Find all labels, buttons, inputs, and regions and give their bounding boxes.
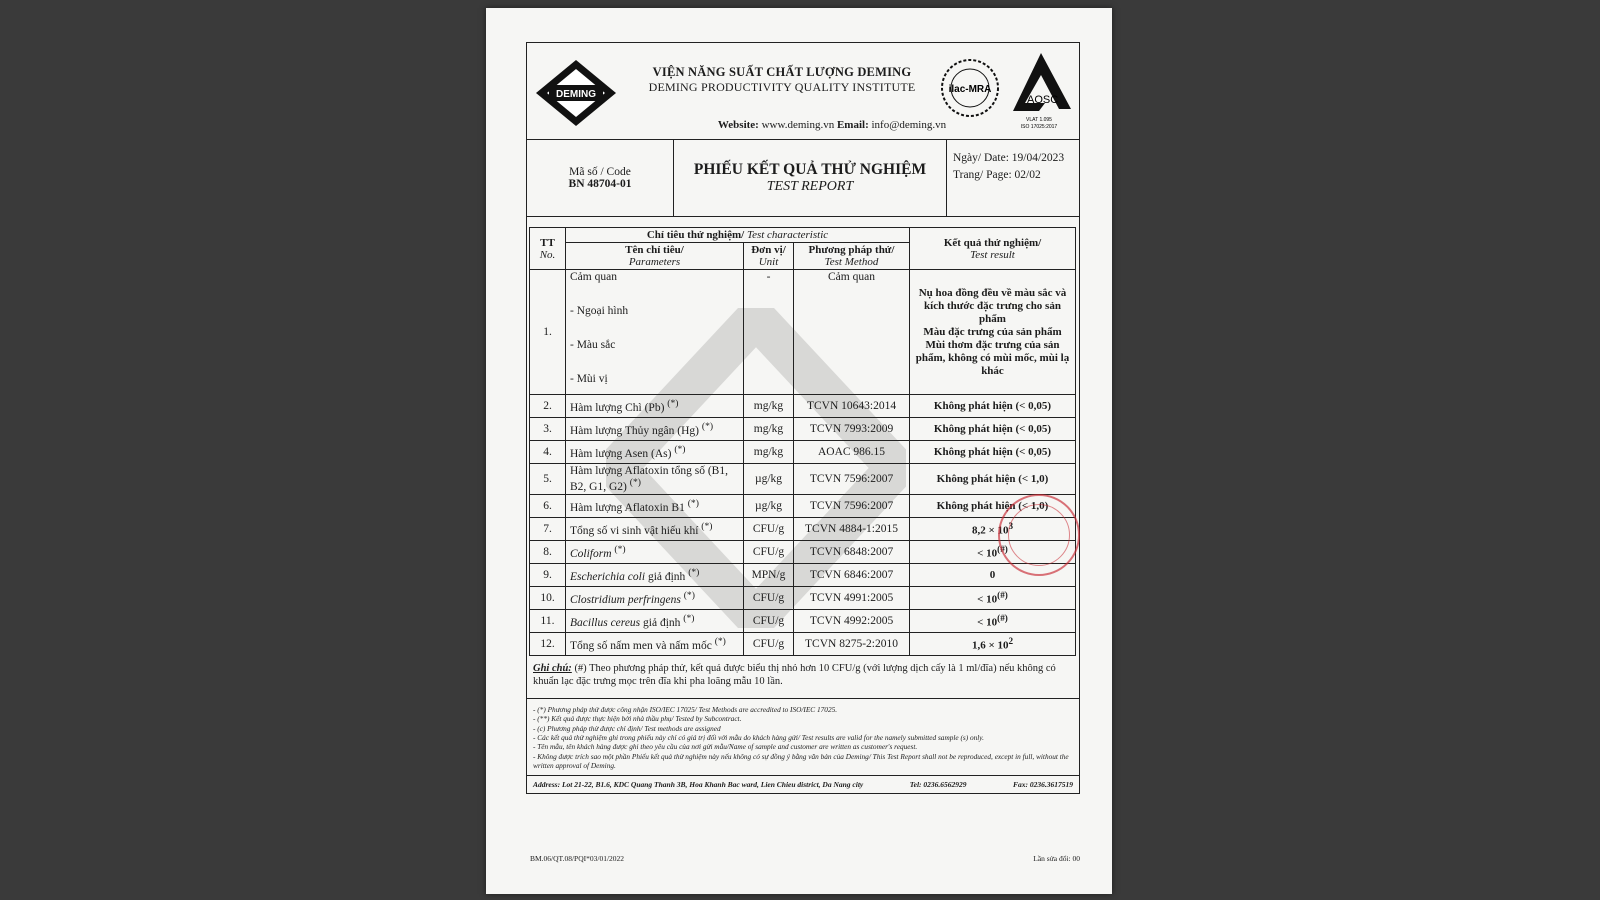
- result-text: 1,6 × 10: [971, 639, 1009, 652]
- accredited-mark: (*): [674, 444, 686, 456]
- accredited-mark: (*): [667, 398, 679, 410]
- row-unit: -: [744, 270, 794, 395]
- result-text: 8,2 × 10: [971, 524, 1009, 537]
- result-sup: 3: [1008, 521, 1014, 531]
- contact-line: [637, 119, 1027, 131]
- param-text: Hàm lượng Asen (As): [570, 447, 672, 460]
- row-method: TCVN 10643:2014: [794, 395, 910, 418]
- result-text: 0: [989, 568, 996, 581]
- sense-item: - Ngoại hình: [570, 305, 629, 317]
- row-param: Escherichia coli giả định (*): [566, 563, 744, 586]
- table-header-row: [530, 228, 1076, 243]
- institute-name-en: DEMING PRODUCTIVITY QUALITY INSTITUTE: [648, 80, 916, 94]
- result-text: Không phát hiện (< 0,05): [933, 446, 1052, 458]
- table-row: [530, 586, 1076, 609]
- result-line: Nụ hoa đồng đều về màu sắc và kích thước đặc trưng cho sản phẩm: [918, 286, 1067, 325]
- param-text: Hàm lượng Chì (Pb): [570, 401, 665, 414]
- row-result: [910, 632, 1076, 655]
- row-method: TCVN 6848:2007: [794, 540, 910, 563]
- row-param: [566, 464, 744, 495]
- row-method: TCVN 7596:2007: [794, 464, 910, 495]
- row-unit: mg/kg: [744, 441, 794, 464]
- param-text: Tổng số nấm men và nấm mốc: [570, 639, 712, 652]
- row-param: [566, 418, 744, 441]
- ilac-mra-logo: [939, 57, 1001, 119]
- row-unit: CFU/g: [744, 586, 794, 609]
- revision: Lần sửa đổi: 00: [1033, 854, 1080, 863]
- table-row: [530, 563, 1076, 586]
- legal-line: - Các kết quả thử nghiệm ghi trong phiếu này chỉ có giá trị đối với mẫu do khách hàng gửi/ Test results are valid for the namely submitted sample (s) only.: [533, 733, 984, 743]
- code-label: Mã số / Code: [569, 166, 631, 178]
- report-title-vn: PHIẾU KẾT QUẢ THỬ NGHIỆM: [693, 161, 927, 178]
- fax: Fax: 0236.3617519: [1012, 779, 1073, 789]
- row-result: [910, 395, 1076, 418]
- row-method: TCVN 7596:2007: [794, 494, 910, 517]
- title-row: [527, 140, 1079, 217]
- sense-item: - Màu sắc: [570, 339, 616, 351]
- result-sup: (#): [997, 544, 1008, 554]
- col-no-en: No.: [539, 248, 556, 261]
- row-param: [566, 632, 744, 655]
- sense-item: Cảm quan: [570, 271, 617, 283]
- row-no: 2.: [530, 395, 566, 418]
- row-result: [910, 586, 1076, 609]
- param-text: Hàm lượng Aflatoxin tổng số (B1, B2, G1, G2): [570, 465, 728, 493]
- table-row: [530, 395, 1076, 418]
- col-unit-en: Unit: [758, 256, 779, 268]
- legal-line: - (c) Phương pháp thử được chỉ định/ Test methods are assigned: [533, 723, 721, 733]
- institute-name: [637, 65, 927, 95]
- row-param: [566, 586, 744, 609]
- report-date: Ngày/ Date: 19/04/2023: [953, 152, 1065, 164]
- page-footer: [530, 854, 1080, 863]
- row-param: [566, 395, 744, 418]
- legal-line: - (**) Kết quả được thực hiện bởi nhà thầu phụ/ Tested by Subcontract.: [533, 714, 742, 724]
- table-row: [530, 494, 1076, 517]
- col-result-en: Test result: [970, 248, 1015, 261]
- report-frame: [526, 42, 1080, 794]
- sense-item: - Mùi vị: [570, 373, 608, 385]
- result-sup: (#): [997, 613, 1008, 623]
- row-no: 12.: [530, 632, 566, 655]
- param-italic: Bacillus cereus: [570, 616, 641, 629]
- row-unit: CFU/g: [744, 632, 794, 655]
- result-text: Không phát hiện (< 1,0): [936, 472, 1049, 485]
- row-no: 9.: [530, 563, 566, 586]
- row-param: [566, 540, 744, 563]
- param-italic: Escherichia coli: [570, 570, 646, 583]
- result-line: Màu đặc trưng của sản phẩm: [923, 325, 1062, 338]
- row-unit: MPN/g: [744, 563, 794, 586]
- result-sup: (#): [997, 590, 1008, 600]
- param-italic: Clostridium perfringens: [570, 593, 681, 606]
- col-char-en: Test characteristic: [746, 229, 829, 241]
- row-no: 3.: [530, 418, 566, 441]
- result-text: < 10: [977, 593, 998, 606]
- row-no: 5.: [530, 464, 566, 495]
- email-label: Email:: [836, 119, 869, 131]
- note: [533, 662, 1073, 688]
- row-param: [566, 441, 744, 464]
- row-unit: µg/kg: [744, 494, 794, 517]
- row-method: AOAC 986.15: [794, 441, 910, 464]
- results-table: [529, 227, 1076, 656]
- row-no: 4.: [530, 441, 566, 464]
- table-row: [530, 464, 1076, 495]
- param-italic: Coliform: [570, 547, 612, 560]
- row-result: [910, 441, 1076, 464]
- row-param: Bacillus cereus giả định (*): [566, 609, 744, 632]
- document-page: [486, 8, 1112, 894]
- row-no: 1.: [530, 270, 566, 395]
- row-unit: mg/kg: [744, 418, 794, 441]
- row-no: 8.: [530, 540, 566, 563]
- row-method: TCVN 8275-2:2010: [794, 632, 910, 655]
- col-method-en: Test Method: [824, 256, 879, 268]
- table-row: [530, 418, 1076, 441]
- accredited-mark: (*): [683, 589, 695, 601]
- col-char-vn: Chỉ tiêu thử nghiệm/: [646, 229, 745, 241]
- accredited-mark: (*): [688, 566, 700, 578]
- row-result: [910, 418, 1076, 441]
- note-text: (#) Theo phương pháp thử, kết quả được biểu thị nhỏ hơn 10 CFU/g (với lượng dịch cấy là 1 ml/đĩa) nếu không có khuẩn lạc đặc trưng mọc trên đĩa khi pha loãng mẫu 10 lần.: [533, 662, 1056, 687]
- row-unit: CFU/g: [744, 517, 794, 540]
- result-text: < 10: [977, 547, 998, 560]
- param-text: Hàm lượng Thủy ngân (Hg): [570, 424, 699, 437]
- result-line: Mùi thơm đặc trưng của sản phẩm, không có mùi mốc, mùi lạ khác: [915, 338, 1070, 377]
- col-parameters: [566, 243, 744, 270]
- tel: Tel: 0236.6562929: [909, 779, 967, 789]
- col-param-vn: Tên chỉ tiêu/: [625, 244, 684, 256]
- col-no: [530, 228, 566, 270]
- code-value: BN 48704-01: [568, 178, 632, 190]
- row-no: 11.: [530, 609, 566, 632]
- logo-text: DEMING: [556, 89, 596, 100]
- col-characteristic: [566, 228, 910, 243]
- note-label: Ghi chú:: [533, 662, 572, 674]
- col-no-vn: TT: [540, 236, 555, 249]
- row-method: TCVN 6846:2007: [794, 563, 910, 586]
- ilac-text: ilac-MRA: [948, 84, 992, 95]
- accredited-mark: (*): [683, 612, 695, 624]
- report-header: [527, 43, 1079, 140]
- address-line: [527, 775, 1079, 793]
- row-unit: µg/kg: [744, 464, 794, 495]
- result-text: Không phát hiện (< 1,0): [936, 499, 1049, 512]
- aosc-text: AOSC: [1027, 94, 1059, 106]
- accredited-mark: (*): [687, 497, 699, 509]
- legal-line: - Không được trích sao một phần Phiếu kết quả thử nghiệm này nếu không có sự đồng ý bằng văn bản của Deming/ This Test Report shall not be reproduced, except in full, without the written approval of Deming.: [533, 751, 1069, 771]
- report-title-en: TEST REPORT: [766, 179, 854, 194]
- red-stamp: [998, 494, 1080, 576]
- row-no: 10.: [530, 586, 566, 609]
- accredited-mark: (*): [629, 477, 641, 488]
- col-unit-vn: Đơn vị/: [751, 244, 786, 256]
- aosc-sub1: VLAT 1.095: [1026, 117, 1052, 123]
- website-label: Website:: [717, 119, 759, 131]
- result-text: Không phát hiện (< 0,05): [933, 423, 1052, 435]
- row-param: [566, 494, 744, 517]
- aosc-logo: [1005, 49, 1077, 133]
- row-method: Cảm quan: [794, 270, 910, 395]
- row-unit: CFU/g: [744, 540, 794, 563]
- result-text: < 10: [977, 616, 998, 629]
- aosc-sub2: ISO 17025:2017: [1020, 124, 1058, 130]
- param-text: Hàm lượng Aflatoxin B1: [570, 501, 685, 514]
- result-sup: 2: [1008, 636, 1014, 646]
- col-param-en: Parameters: [628, 256, 681, 268]
- report-page: Trang/ Page: 02/02: [953, 169, 1041, 181]
- row-method: TCVN 4992:2005: [794, 609, 910, 632]
- accredited-mark: (*): [701, 520, 713, 532]
- legal-notes: [527, 698, 1079, 771]
- row-param: [566, 270, 744, 395]
- result-text: Không phát hiện (< 0,05): [933, 400, 1052, 412]
- col-result-vn: Kết quả thử nghiệm/: [943, 236, 1042, 249]
- col-method: [794, 243, 910, 270]
- table-row: [530, 270, 1076, 395]
- table-row: [530, 540, 1076, 563]
- address: Address: Lot 21-22, B1.6, KDC Quang Thanh 3B, Hoa Khanh Bac ward, Lien Chieu district, Da Nang city: [533, 779, 864, 789]
- institute-name-vn: VIỆN NĂNG SUẤT CHẤT LƯỢNG DEMING: [652, 65, 912, 79]
- row-unit: CFU/g: [744, 609, 794, 632]
- col-result: [910, 228, 1076, 270]
- row-no: 6.: [530, 494, 566, 517]
- table-row: [530, 517, 1076, 540]
- legal-line: - Tên mẫu, tên khách hàng được ghi theo yêu cầu của nơi gửi mẫu/Name of sample and customer are written as customer's request.: [533, 742, 918, 752]
- email-value: info@deming.vn: [871, 119, 947, 131]
- row-method: TCVN 4991:2005: [794, 586, 910, 609]
- row-no: 7.: [530, 517, 566, 540]
- title-cell: [674, 140, 947, 216]
- row-method: TCVN 7993:2009: [794, 418, 910, 441]
- accredited-mark: (*): [714, 635, 726, 647]
- accredited-mark: (*): [701, 421, 714, 433]
- website-value: www.deming.vn: [761, 119, 835, 131]
- col-method-vn: Phương pháp thử/: [808, 244, 895, 256]
- row-unit: mg/kg: [744, 395, 794, 418]
- param-text: Tổng số vi sinh vật hiếu khí: [570, 524, 699, 537]
- row-method: TCVN 4884-1:2015: [794, 517, 910, 540]
- row-result: [910, 609, 1076, 632]
- legal-line: - (*) Phương pháp thử được công nhận ISO/IEC 17025/ Test Methods are accredited to ISO/IEC 17025.: [533, 704, 838, 714]
- form-code: BM.06/QT.08/PQI*03/01/2022: [530, 854, 625, 863]
- table-row: [530, 609, 1076, 632]
- deming-logo: [533, 57, 619, 129]
- table-body: [530, 395, 1076, 656]
- col-unit: [744, 243, 794, 270]
- code-cell: [527, 140, 674, 216]
- row-result: [910, 270, 1076, 395]
- table-row: [530, 632, 1076, 655]
- row-result: [910, 464, 1076, 495]
- table-row: [530, 441, 1076, 464]
- accredited-mark: (*): [614, 543, 626, 555]
- row-param: [566, 517, 744, 540]
- date-cell: [947, 140, 1079, 216]
